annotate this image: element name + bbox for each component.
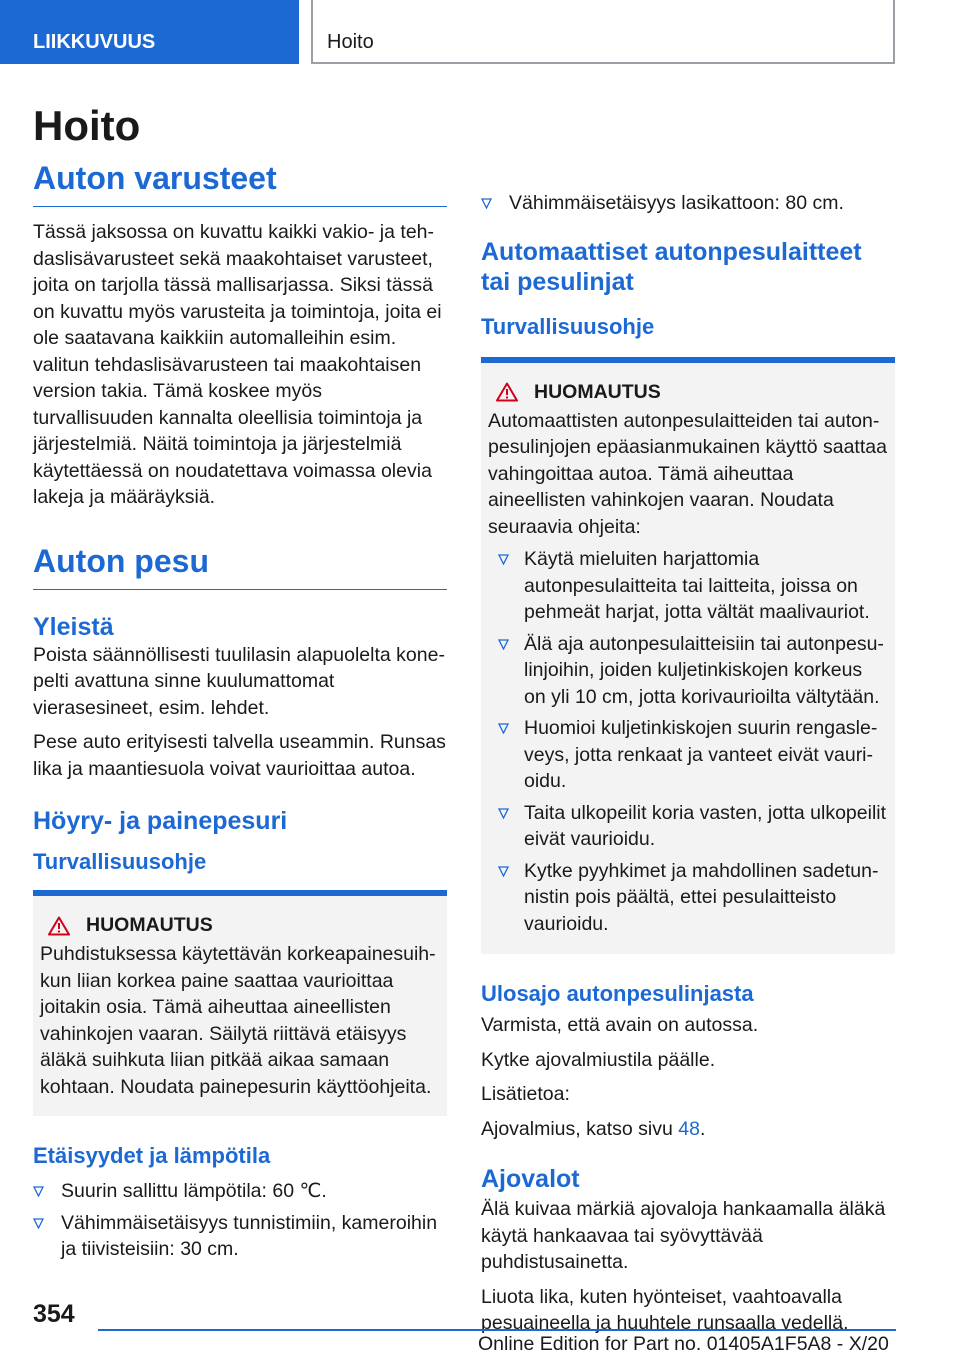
heading-hoyry-painepesuri: Höyry- ja painepesuri: [33, 807, 288, 835]
heading-auton-varusteet: Auton varusteet: [33, 158, 447, 207]
list-item: Suurin sallittu lämpötila: 60 ℃.: [33, 1178, 447, 1205]
page-number: 354: [33, 1300, 75, 1328]
left-column: [33, 98, 447, 1268]
triangle-bullet-icon: [33, 1186, 44, 1197]
heading-turvallisuusohje-left: Turvallisuusohje: [33, 849, 207, 874]
list-item: Vähimmäisetäisyys lasikattoon: 80 cm.: [481, 190, 895, 217]
triangle-bullet-icon: [498, 808, 509, 819]
right-column: [481, 190, 895, 1345]
list-lasikatto: [481, 190, 895, 217]
warning-triangle-icon: [48, 916, 70, 936]
triangle-bullet-icon: [33, 1218, 44, 1229]
page-reference-link[interactable]: 48: [678, 1117, 700, 1140]
warning-text: Puhdistuksessa käytettävän korkeapainesuihkun liian korkea paine saattaa vaurioittaa joitakin osia. Tämä aiheuttaa aineellisten vahinkojen vaaran. Säilytä riittävä etäisyys äläkä suihkuta liian pitkää aikaa samaan kohtaan. Noudata painepesurin käyttöohjeita.: [40, 943, 436, 1098]
list-warning-instructions: [488, 546, 887, 937]
list-item: Kytke pyyhkimet ja mahdollinen sadetunnistin pois päältä, ettei pesulaitteisto vaurioidu.: [488, 858, 887, 938]
footer-edition-text: Online Edition for Part no. 01405A1F5A8 - X/20: [478, 1333, 889, 1355]
paragraph-yleista-2: Pese auto erityisesti talvella useammin. Runsas lika ja maantiesuola voivat vaurioittaa autoa.: [33, 731, 446, 780]
heading-automaattiset-autonpesulaitteet: Automaattiset autonpesulaitteet tai pesulinjat: [481, 237, 862, 296]
paragraph-auton-varusteet: Tässä jaksossa on kuvattu kaikki vakio- ja tehdaslisävarusteet sekä maakohtaiset varusteet, joita on tarjolla tässä mallisarjassa. Siksi tässä on kuvattu myös varusteita ja toimintoja, joita ei ole saatavana kaikkiin automalleihin esim. valitun tehdaslisävarusteen tai maakohtaisen version takia. Tämä koskee myös turvallisuuden kannalta oleellisia toimintoja ja järjestelmiä. Näitä toimintoja ja järjestelmiä käytettäessä on noudatettava voimassa olevia lakeja ja määräyksiä.: [33, 221, 442, 508]
heading-auton-pesu: Auton pesu: [33, 541, 447, 590]
triangle-bullet-icon: [498, 554, 509, 565]
paragraph-ulosajo-3: Lisätietoa:: [481, 1083, 570, 1105]
paragraph-ajovalot-2: Liuota lika, kuten hyönteiset, vaahtoavalla pesuaineella ja huuhtele runsaalla vedellä.: [481, 1285, 849, 1334]
list-item: Taita ulkopeilit koria vasten, jotta ulkopeilit eivät vaurioidu.: [488, 800, 887, 853]
header-section-tab: [0, 0, 299, 64]
heading-ulosajo-autonpesulinjasta: Ulosajo autonpesulinjasta: [481, 981, 754, 1006]
heading-turvallisuusohje-right: Turvallisuusohje: [481, 313, 655, 339]
triangle-bullet-icon: [498, 639, 509, 650]
header-chapter-label: Hoito: [327, 31, 374, 53]
list-etaisyydet: [33, 1178, 447, 1263]
list-item: Älä aja autonpesulaitteisiin tai autonpesulinjoihin, joiden kuljetinkiskojen korkeus on yli 10 cm, jotta korivaurioilta vältytään.: [488, 631, 887, 711]
header-section-label: LIIKKUVUUS: [33, 31, 156, 53]
warning-text: Automaattisten autonpesulaitteiden tai autonpesulinjojen epäasianmukainen käyttö saattaa vahingoittaa autoa. Tämä aiheuttaa aineellisten vahinkojen vaaran. Noudata seuraavia ohjeita:: [488, 409, 887, 538]
warning-title: HUOMAUTUS: [534, 380, 661, 403]
list-item: Vähimmäisetäisyys tunnistimiin, kameroihin ja tiivisteisiin: 30 cm.: [33, 1210, 447, 1263]
warning-title: HUOMAUTUS: [86, 914, 213, 936]
heading-etaisyydet-lampotila: Etäisyydet ja lämpötila: [33, 1143, 271, 1168]
list-item: Huomioi kuljetinkiskojen suurin rengasleveys, jotta renkaat ja vanteet eivät vaurioidu.: [488, 715, 887, 795]
list-item: Käytä mieluiten harjattomia autonpesulaitteita tai laitteita, joissa on pehmeät harjat, jotta vältät maalivauriot.: [488, 546, 887, 626]
paragraph-ulosajo-2: Kytke ajovalmiustila päälle.: [481, 1048, 716, 1071]
warning-box-painepesuri: [33, 890, 447, 1116]
triangle-bullet-icon: [498, 723, 509, 734]
warning-box-autonpesulaitteet: [481, 357, 895, 955]
header-chapter-tab: [311, 0, 895, 64]
heading-yleista: Yleistä: [33, 612, 114, 641]
paragraph-ajovalot-1: Älä kuivaa märkiä ajovaloja hankaamalla äläkä käytä hankaavaa tai syövyttävää puhdistusainetta.: [481, 1198, 886, 1273]
warning-triangle-icon: [496, 382, 518, 402]
page-title: Hoito: [33, 102, 141, 149]
paragraph-yleista-1: Poista säännöllisesti tuulilasin alapuolelta konepelti avattuna sinne kuulumattomat vierasesineet, esim. lehdet.: [33, 643, 445, 719]
paragraph-ulosajo-1: Varmista, että avain on autossa.: [481, 1014, 759, 1036]
footer-divider: [98, 1329, 896, 1331]
heading-ajovalot: Ajovalot: [481, 1165, 580, 1193]
triangle-bullet-icon: [498, 866, 509, 877]
paragraph-ulosajo-reference: Ajovalmius, katso sivu 48.: [481, 1117, 706, 1140]
triangle-bullet-icon: [481, 198, 492, 209]
